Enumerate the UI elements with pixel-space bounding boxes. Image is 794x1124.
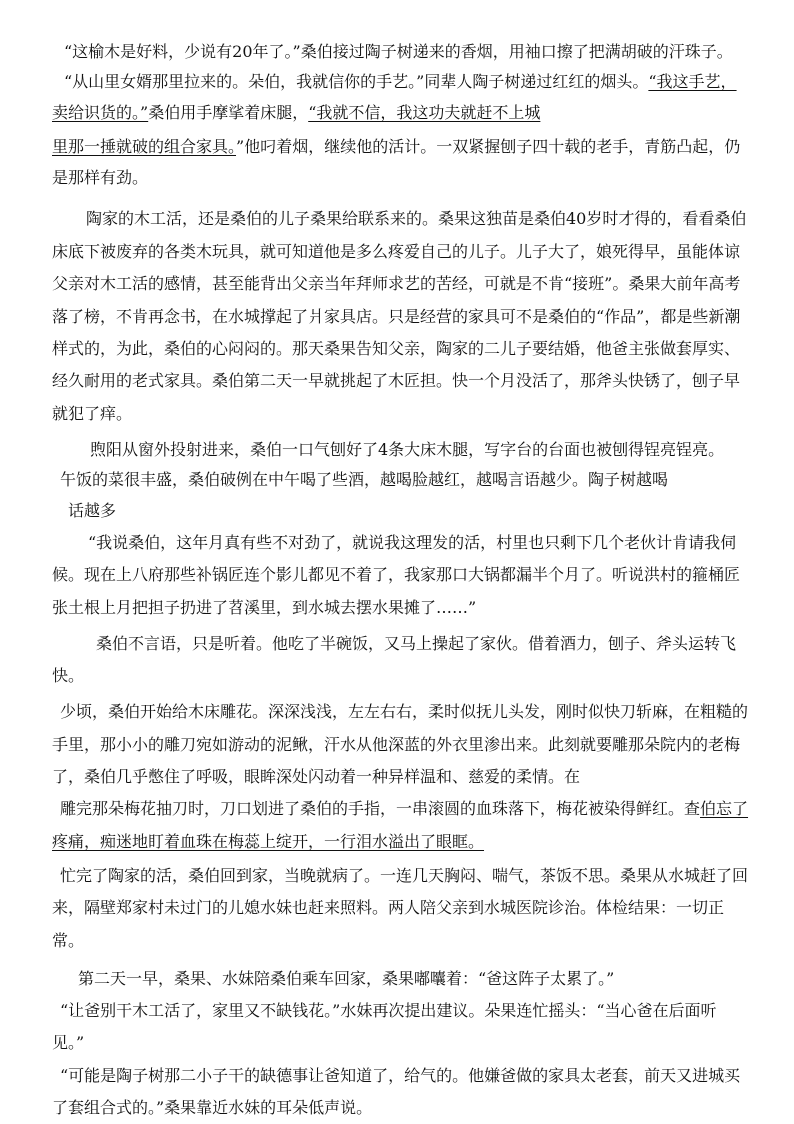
text-line [60, 702, 748, 722]
text-segment: 了，桑伯几乎憋住了呼吸，眼眸深处闪动着一种异样温和、慈爱的柔情。在 [52, 766, 581, 786]
text-segment: 手里，那小小的雕刀宛如游动的泥鳅，汗水从他深蓝的外衣里渗出来。此刻就要雕那朵院内的老梅 [52, 734, 741, 754]
text-line [60, 866, 748, 886]
text-line [52, 371, 740, 391]
text-segment: 雕完那朵梅花抽刀时，刀口划进了桑伯的手指，一串滚圆的血珠落下，梅花被染得鲜红。查 [60, 799, 701, 819]
text-line [52, 103, 540, 123]
text-line [52, 735, 740, 755]
text-line [90, 440, 724, 460]
text-segment: ”他叼着烟，继续他的活计。一双紧握刨子四十载的老手，青筋凸起，仍 [236, 137, 741, 157]
text-line [52, 898, 724, 918]
text-segment: 经久耐用的老式家具。桑伯第二天一早就挑起了木匠担。快一个月没活了，那斧头快锈了，刨子早 [52, 371, 741, 391]
text-line [52, 274, 740, 294]
text-line [78, 969, 614, 989]
text-line [60, 1001, 717, 1021]
text-segment: “让爸别干木工活了，家里又不缺钱花。”水妹再次提出建议。朵果连忙摇头：“当心爸在后面听 [60, 1001, 717, 1020]
text-segment: 张土根上月把担子扔进了苕溪里，到水城去摆水果摊了……” [52, 597, 477, 617]
text-line [96, 634, 736, 654]
text-segment: 桑伯不言语，只是听着。他吃了半碗饭，又马上操起了家伙。借着酒力，刨子、斧头运转飞 [96, 633, 737, 653]
text-segment: 样式的，为此，桑伯的心闷闷的。那天桑果告知父亲，陶家的二儿子要结婚，他爸主张做套厚实、 [52, 338, 741, 358]
text-line [52, 931, 84, 951]
text-segment: 煦阳从窗外投射进来，桑伯一口气刨好了4条大床木腿，写字台的台面也被刨得锃亮锃亮。 [90, 439, 725, 459]
text-segment: 了套组合式的。”桑果靠近水妹的耳朵低声说。 [52, 1098, 373, 1117]
text-line [52, 137, 740, 157]
text-segment: 常。 [52, 930, 85, 950]
underlined-text-segment: 伯忘了 [700, 799, 749, 819]
underlined-text-segment: 疼痛，痴迷地盯着血珠在梅蕊上绽开，一行泪水溢出了眼眶。 [52, 831, 485, 851]
text-line [64, 72, 737, 92]
text-segment: 是那样有劲。 [52, 167, 149, 187]
text-segment: “从山里女婿那里拉来的。朵伯，我就信你的手艺。”同辈人陶子树递过红红的烟头。 [64, 72, 649, 92]
underlined-text-segment: 里那一捶就破的组合家具。 [52, 137, 237, 157]
text-line [52, 1033, 84, 1053]
text-line [52, 565, 740, 585]
text-segment: 快。 [52, 666, 85, 686]
text-segment: 候。现在上八府那些补锅匠连个影儿都见不着了，我家那口大锅都漏半个月了。听说洪村的箍桶匠 [52, 565, 741, 585]
underlined-text-segment: “我就不信，我这功夫就赶不上城 [308, 102, 541, 122]
text-line [52, 307, 740, 327]
underlined-text-segment: 卖给识货的。” [52, 102, 149, 122]
text-line [52, 1098, 372, 1118]
text-segment: 就犯了痒。 [52, 403, 133, 423]
text-line [52, 832, 484, 852]
text-line [64, 42, 733, 62]
text-line [60, 799, 748, 819]
text-segment: 桑伯用手摩挲着床腿， [148, 102, 309, 122]
text-segment: “这榆木是好料，少说有20年了。”桑伯接过陶子树递来的香烟，用袖口擦了把满胡破的汗珠子。 [64, 42, 733, 61]
text-line [52, 168, 148, 188]
text-line [52, 666, 84, 686]
text-line [86, 209, 746, 229]
text-segment: 少顷，桑伯开始给木床雕花。深深浅浅，左左右右，柔时似抚儿头发，刚时似快刀斩麻，在粗糙的 [60, 702, 749, 722]
text-segment: 落了榜，不肯再念书，在水城撑起了爿家具店。只是经营的家具可不是桑伯的“作品”，都是些新潮 [52, 306, 741, 326]
text-segment: 话越多 [68, 500, 117, 520]
text-segment: 来，隔壁郑家村未过门的儿媳水妹也赶来照料。两人陪父亲到水城医院诊治。体检结果：一切正 [52, 898, 725, 918]
text-segment: 忙完了陶家的活，桑伯回到家，当晚就病了。一连几天胸闷、喘气，茶饭不思。桑果从水城赶了回 [60, 865, 749, 885]
text-line [52, 598, 476, 618]
text-line [68, 501, 116, 521]
text-line [52, 767, 580, 787]
text-segment: 见。” [52, 1033, 85, 1053]
text-line [60, 1066, 740, 1086]
text-segment: “我说桑伯，这年月真有些不对劲了，就说我这理发的活，村里也只剩下几个老伙计肯请我伺 [88, 532, 737, 552]
text-segment: 父亲对木工活的感情，甚至能背出父亲当年拜师求艺的苦经，可就是不肯“接班”。桑果大前年高考 [52, 274, 741, 294]
text-segment: “可能是陶子树那二小子干的缺德事让爸知道了，给气的。他嫌爸做的家具太老套，前天又进城买 [60, 1065, 741, 1085]
text-line [52, 339, 740, 359]
text-segment: 陶家的木工活，还是桑伯的儿子桑果给联系来的。桑果这独苗是桑伯40岁时才得的，看看桑伯 [86, 209, 747, 229]
text-segment: 床底下被废弃的各类木玩具，就可知道他是多么疼爱自己的儿子。儿子大了，娘死得早，虽能体谅 [52, 241, 741, 261]
text-line [52, 404, 132, 424]
text-line [52, 242, 740, 262]
underlined-text-segment: “我这手艺， [648, 72, 737, 92]
text-line [88, 533, 736, 553]
text-line [60, 470, 668, 490]
text-segment: 午饭的菜很丰盛，桑伯破例在中午喝了些酒，越喝脸越红，越喝言语越少。陶子树越喝 [60, 470, 669, 490]
text-segment: 第二天一早，桑果、水妹陪桑伯乘车回家，桑果嘟囔着：“爸这阵子太累了。” [78, 968, 615, 988]
